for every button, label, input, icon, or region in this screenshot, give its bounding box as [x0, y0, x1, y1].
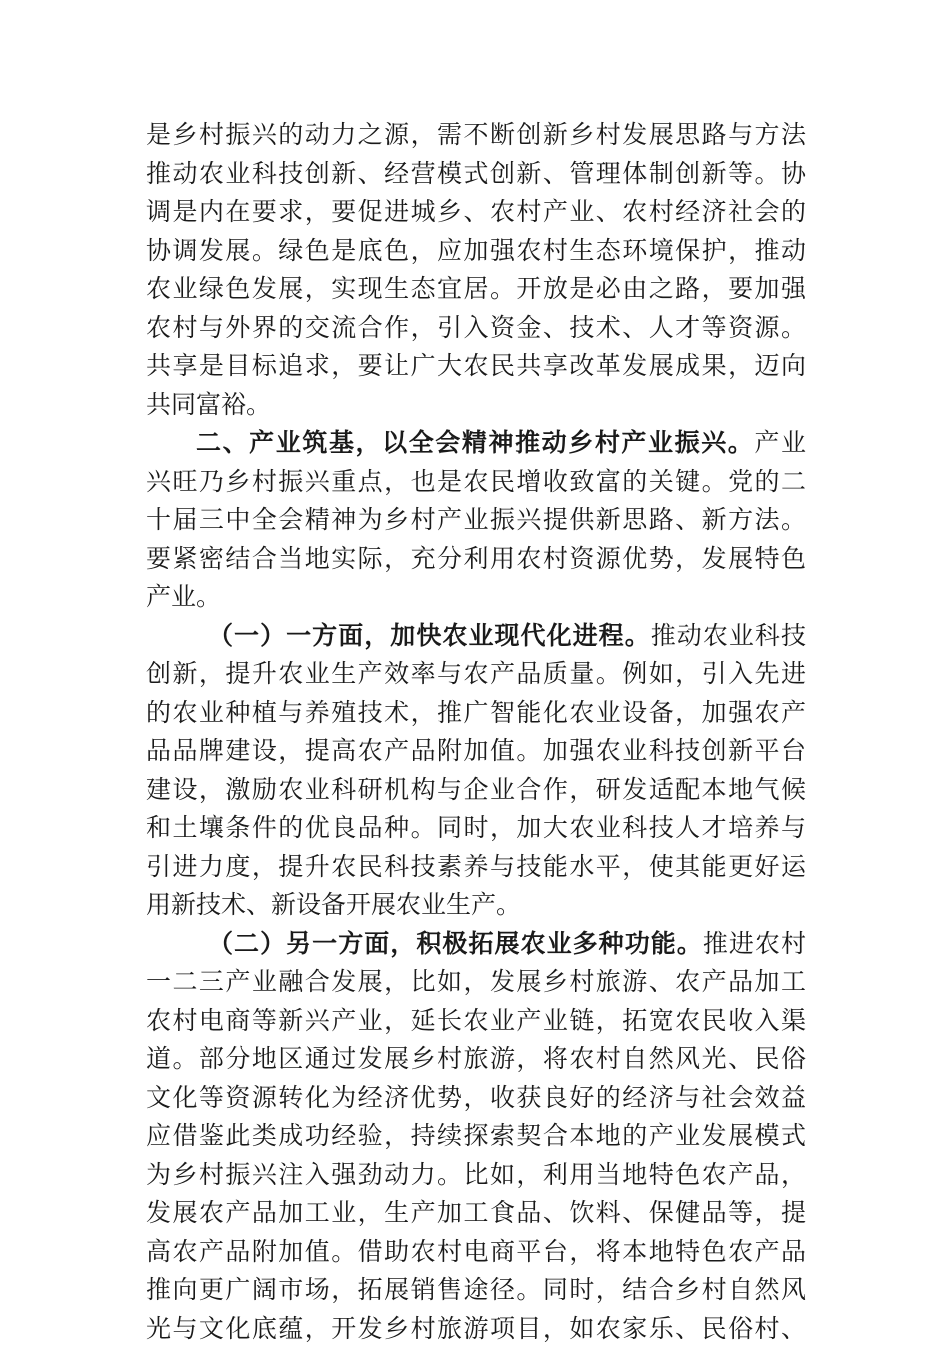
text-run: 产业: [754, 428, 806, 457]
text-line: 道。部分地区通过发展乡村旅游，将农村自然风光、民俗: [146, 1040, 806, 1079]
heading-line: [146, 424, 806, 463]
subsection-heading: （二）另一方面，积极拓展农业多种功能。: [208, 929, 703, 958]
text-line: 的农业种植与养殖技术，推广智能化农业设备，加强农产: [146, 694, 806, 733]
text-line: 农村电商等新兴产业，延长农业产业链，拓宽农民收入渠: [146, 1002, 806, 1041]
section-heading: 二、产业筑基，以全会精神推动乡村产业振兴。: [196, 428, 754, 457]
text-line: 高农产品附加值。借助农村电商平台，将本地特色农产品: [146, 1233, 806, 1272]
text-line: 共享是目标追求，要让广大农民共享改革发展成果，迈向: [146, 347, 806, 386]
text-line: 为乡村振兴注入强劲动力。比如，利用当地特色农产品，: [146, 1156, 806, 1195]
text-line: 引进力度，提升农民科技素养与技能水平，使其能更好运: [146, 848, 806, 887]
text-line: 要紧密结合当地实际，充分利用农村资源优势，发展特色: [146, 540, 806, 579]
paragraph-3: [146, 617, 806, 925]
text-line: 产业。: [146, 578, 806, 617]
text-line: 共同富裕。: [146, 386, 806, 425]
text-line: 和土壤条件的优良品种。同时，加大农业科技人才培养与: [146, 809, 806, 848]
paragraph-4: [146, 925, 806, 1348]
document-page: [146, 116, 806, 1348]
text-line: 建设，激励农业科研机构与企业合作，研发适配本地气候: [146, 771, 806, 810]
text-line: 品品牌建设，提高农产品附加值。加强农业科技创新平台: [146, 732, 806, 771]
text-line: 协调发展。绿色是底色，应加强农村生态环境保护，推动: [146, 232, 806, 271]
text-line: 光与文化底蕴，开发乡村旅游项目，如农家乐、民俗村、: [146, 1310, 806, 1348]
text-line: 应借鉴此类成功经验，持续探索契合本地的产业发展模式: [146, 1117, 806, 1156]
text-line: 推动农业科技创新、经营模式创新、管理体制创新等。协: [146, 155, 806, 194]
text-line: 农业绿色发展，实现生态宜居。开放是必由之路，要加强: [146, 270, 806, 309]
text-line: 十届三中全会精神为乡村产业振兴提供新思路、新方法。: [146, 501, 806, 540]
text-run: 推进农村: [703, 929, 806, 958]
text-line: 调是内在要求，要促进城乡、农村产业、农村经济社会的: [146, 193, 806, 232]
text-line: 农村与外界的交流合作，引入资金、技术、人才等资源。: [146, 309, 806, 348]
text-line: 文化等资源转化为经济优势，收获良好的经济与社会效益: [146, 1079, 806, 1118]
text-run: 推动农业科技: [651, 621, 806, 650]
text-line: 是乡村振兴的动力之源，需不断创新乡村发展思路与方法: [146, 116, 806, 155]
text-line: 发展农产品加工业，生产加工食品、饮料、保健品等，提: [146, 1194, 806, 1233]
text-line: 兴旺乃乡村振兴重点，也是农民增收致富的关键。党的二: [146, 463, 806, 502]
text-line: 创新，提升农业生产效率与农产品质量。例如，引入先进: [146, 655, 806, 694]
paragraph-2: [146, 424, 806, 617]
heading-line: [146, 925, 806, 964]
heading-line: [146, 617, 806, 656]
paragraph-1: [146, 116, 806, 424]
text-line: 推向更广阔市场，拓展销售途径。同时，结合乡村自然风: [146, 1271, 806, 1310]
text-line: 一二三产业融合发展，比如，发展乡村旅游、农产品加工: [146, 963, 806, 1002]
subsection-heading: （一）一方面，加快农业现代化进程。: [208, 621, 651, 650]
text-line: 用新技术、新设备开展农业生产。: [146, 886, 806, 925]
